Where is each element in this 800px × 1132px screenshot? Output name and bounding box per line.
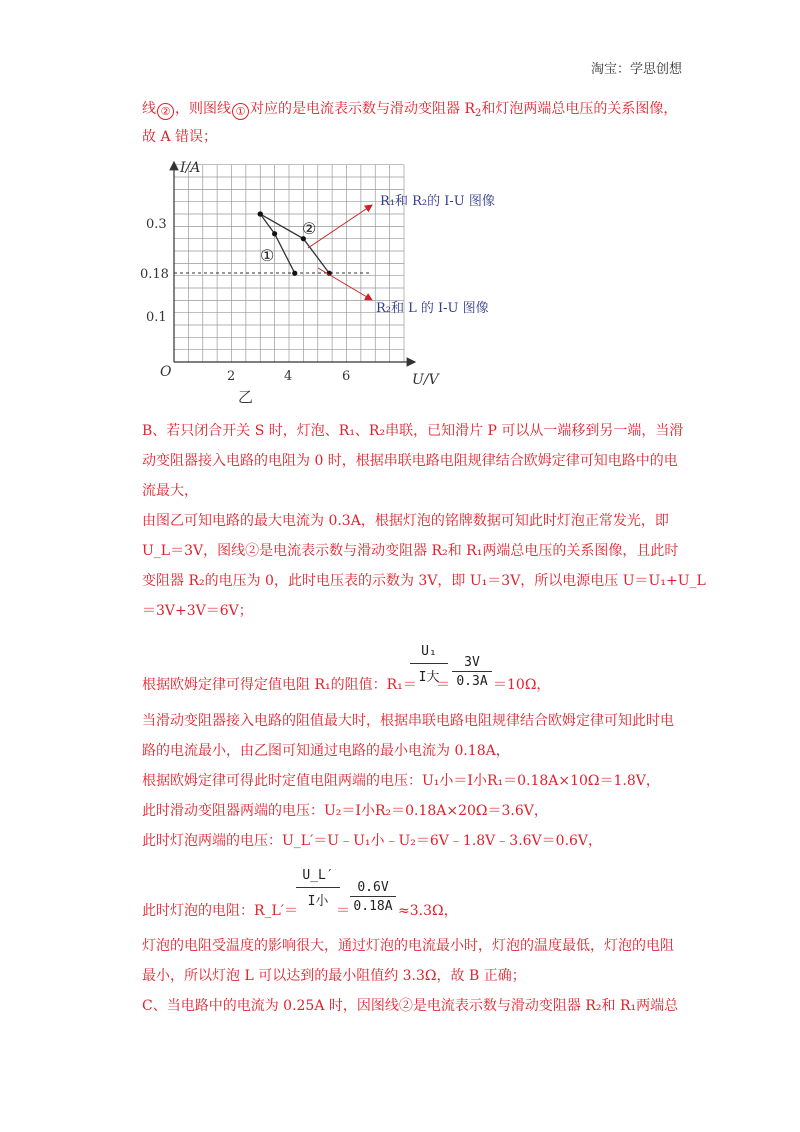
text-span: 线	[142, 101, 156, 117]
text-span: 和灯泡两端总电压的关系图像，	[481, 101, 678, 117]
rl-suffix: ≈3.3Ω，	[398, 903, 458, 919]
y-tick-0.1: 0.1	[146, 310, 167, 325]
curve-2-label: ②	[302, 219, 317, 238]
series-1-point	[292, 271, 297, 276]
para-c-line-5: 此时灯泡两端的电压：U_L′＝U﹣U₁小﹣U₂＝6V﹣1.8V﹣3.6V＝0.6V，	[142, 833, 603, 849]
y-tick-0.18: 0.18	[140, 267, 169, 282]
r1-prefix: 根据欧姆定律可得定值电阻 R₁的阻值：R₁＝	[142, 677, 417, 693]
circled-1: ①	[232, 103, 249, 120]
para-c-line-2: 路的电流最小，由乙图可知通过电路的最小电流为 0.18A，	[142, 743, 510, 759]
series-2-point	[258, 211, 263, 216]
x-tick-6: 6	[342, 369, 351, 384]
r1-bar1	[410, 663, 448, 664]
para-d-line-2: 最小，所以灯泡 L 可以达到的最小阻值约 3.3Ω，故 B 正确；	[142, 968, 526, 984]
rl-eq: ＝	[336, 903, 350, 919]
text-line-1	[142, 100, 677, 123]
iu-chart	[140, 150, 520, 410]
x-tick-4: 4	[284, 369, 293, 384]
origin-label: O	[160, 364, 172, 380]
text-span: 对应的是电流表示数与滑动变阻器 R	[250, 101, 475, 117]
chart-caption: 乙	[238, 388, 254, 406]
curve-1-label: ①	[260, 246, 275, 265]
r1-den2: 0.3A	[456, 674, 488, 689]
x-tick-2: 2	[227, 369, 236, 384]
r1-num2: 3V	[464, 655, 480, 670]
y-axis-label: I/A	[180, 160, 201, 176]
circled-2: ②	[157, 103, 174, 120]
para-b-line-5: U_L＝3V，图线②是电流表示数与滑动变阻器 R₂和 R₁两端总电压的关系图像，且此时	[142, 543, 679, 559]
rl-bar1	[296, 887, 340, 888]
y-tick-0.3: 0.3	[146, 217, 167, 232]
rl-prefix: 此时灯泡的电阻：R_L′＝	[142, 903, 299, 919]
para-b-line-1: B、若只闭合开关 S 时，灯泡、R₁、R₂串联，已知滑片 P 可以从一端移到另一端，当滑	[142, 423, 684, 439]
text-line-2: 故 A 错误；	[142, 129, 218, 145]
para-b-line-6: 变阻器 R₂的电压为 0，此时电压表的示数为 3V，即 U₁＝3V，所以电源电压 U＝U₁+U_L	[142, 573, 706, 589]
annot-bottom: R₂和 L 的 I-U 图像	[376, 301, 489, 316]
para-d-line-3: C、当电路中的电流为 0.25A 时，因图线②是电流表示数与滑动变阻器 R₂和 R₁两端总	[142, 998, 679, 1014]
para-b-line-4: 由图乙可知电路的最大电流为 0.3A，根据灯泡的铭牌数据可知此时灯泡正常发光，即	[142, 513, 669, 529]
para-c-line-4: 此时滑动变阻器两端的电压：U₂＝I小R₂＝0.18A×20Ω＝3.6V，	[142, 803, 548, 819]
para-b-line-2: 动变阻器接入电路的电阻为 0 时，根据串联电路电阻规律结合欧姆定律可知电路中的电	[142, 453, 678, 469]
text-span: ，则图线	[175, 101, 231, 117]
rl-den1: I小	[307, 894, 329, 909]
page-header: 淘宝：学思创想	[590, 62, 682, 77]
r1-eq: ＝	[436, 677, 450, 693]
para-d-line-1: 灯泡的电阻受温度的影响很大，通过灯泡的电流最小时，灯泡的温度最低，灯泡的电阻	[142, 938, 674, 954]
rl-bar2	[350, 896, 396, 897]
r1-suffix: ＝10Ω，	[493, 677, 551, 693]
para-c-line-1: 当滑动变阻器接入电路的阻值最大时，根据串联电路电阻规律结合欧姆定律可知此时电	[142, 713, 674, 729]
r1-bar2	[452, 671, 492, 672]
rl-num1: U_L′	[302, 868, 334, 883]
para-c-line-3: 根据欧姆定律可得此时定值电阻两端的电压：U₁小＝I小R₁＝0.18A×10Ω＝1.8V，	[142, 773, 660, 789]
rl-num2: 0.6V	[357, 880, 389, 895]
series-layer	[258, 211, 332, 275]
rl-den2: 0.18A	[353, 899, 393, 914]
series-1-point	[272, 231, 277, 236]
annot-top: R₁和 R₂的 I-U 图像	[380, 194, 495, 209]
r1-num1: U₁	[421, 644, 437, 659]
x-axis-label: U/V	[412, 372, 439, 388]
para-b-line-7: ＝3V+3V＝6V；	[142, 603, 253, 619]
r1-den1: I大	[418, 670, 440, 685]
para-b-line-3: 流最大，	[142, 483, 198, 499]
subscript: 2	[475, 108, 482, 119]
